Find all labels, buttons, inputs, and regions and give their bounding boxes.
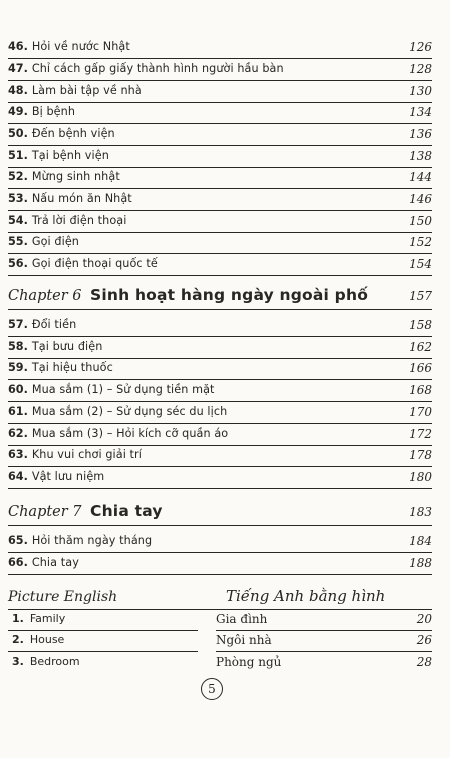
entry-number: 60. [8, 383, 28, 396]
picture-entry-bedroom [8, 652, 432, 673]
entry-number: 54. [8, 214, 28, 227]
toc-entry-65 [8, 531, 432, 553]
toc-entry-59 [8, 358, 432, 380]
picture-english-heading [8, 583, 432, 610]
entry-title: Đổi tiền [31, 318, 77, 331]
entry-vietnamese-word: Phòng ngủ [216, 655, 282, 669]
picture-entry-vietnamese [216, 609, 432, 631]
toc-entry-49 [8, 102, 432, 124]
entry-page: 130 [409, 84, 432, 98]
heading-vietnamese: Tiếng Anh bằng hình [226, 587, 386, 605]
entry-title: Mua sắm (3) – Hỏi kích cỡ quần áo [31, 427, 229, 440]
entry-page: 144 [409, 170, 432, 184]
entry-title: Khu vui chơi giải trí [31, 448, 142, 461]
entry-page: 20 [416, 612, 432, 626]
entry-number: 1. [12, 612, 24, 625]
entry-page: 166 [409, 361, 432, 375]
entry-page: 168 [409, 383, 432, 397]
entry-page: 128 [409, 62, 432, 76]
toc-entry-50 [8, 124, 432, 146]
entry-page: 180 [409, 470, 432, 484]
entry-page: 136 [409, 127, 432, 141]
chapter-page: 157 [409, 289, 432, 303]
entry-page: 162 [409, 340, 432, 354]
entry-title: Mua sắm (2) – Sử dụng séc du lịch [31, 405, 228, 418]
entry-title: Tại bệnh viện [31, 149, 109, 162]
entry-number: 61. [8, 405, 28, 418]
entry-title: Tại hiệu thuốc [31, 361, 113, 374]
entry-title: Gọi điện [31, 235, 79, 248]
toc-entry-54 [8, 211, 432, 233]
entry-title: Hỏi về nước Nhật [31, 40, 130, 53]
toc-entry-57 [8, 315, 432, 337]
entry-title: Đến bệnh viện [31, 127, 115, 140]
entry-page: 150 [409, 214, 432, 228]
entry-number: 51. [8, 149, 28, 162]
toc-entry-46 [8, 37, 432, 59]
entry-number: 58. [8, 340, 28, 353]
entry-title: Hỏi thăm ngày tháng [31, 534, 153, 547]
entry-vietnamese-word: Ngôi nhà [216, 633, 272, 647]
chapter-page: 183 [409, 505, 432, 519]
entry-number: 59. [8, 361, 28, 374]
entry-title: Chia tay [31, 556, 79, 569]
picture-entry-house [8, 630, 432, 651]
chapter-6-heading [8, 281, 432, 310]
entry-title: Nấu món ăn Nhật [31, 192, 132, 205]
toc-entry-53 [8, 189, 432, 211]
entry-title: Tại bưu điện [31, 340, 103, 353]
toc-entry-61 [8, 402, 432, 424]
entry-number: 53. [8, 192, 28, 205]
entry-number: 65. [8, 534, 28, 547]
picture-entry-english [8, 609, 198, 631]
entry-page: 152 [409, 235, 432, 249]
entry-page: 134 [409, 105, 432, 119]
entry-title: Mừng sinh nhật [31, 170, 120, 183]
entry-page: 28 [416, 655, 432, 669]
entry-page: 26 [416, 633, 432, 647]
entry-number: 52. [8, 170, 28, 183]
entry-number: 62. [8, 427, 28, 440]
toc-entry-47 [8, 59, 432, 81]
entry-number: 57. [8, 318, 28, 331]
entry-title: Vật lưu niệm [31, 470, 105, 483]
entry-number: 66. [8, 556, 28, 569]
entry-page: 170 [409, 405, 432, 419]
picture-entry-family [8, 609, 432, 630]
entry-page: 158 [409, 318, 432, 332]
entry-title: Mua sắm (1) – Sử dụng tiền mặt [31, 383, 215, 396]
toc-entry-55 [8, 232, 432, 254]
entry-number: 48. [8, 84, 28, 97]
entry-title: Gọi điện thoại quốc tế [31, 257, 158, 270]
entry-number: 49. [8, 105, 28, 118]
entry-number: 56. [8, 257, 28, 270]
entry-number: 63. [8, 448, 28, 461]
entry-page: 146 [409, 192, 432, 206]
toc-entry-60 [8, 380, 432, 402]
entry-number: 3. [12, 655, 24, 668]
chapter-title: Sinh hoạt hàng ngày ngoài phố [90, 286, 369, 304]
entry-page: 188 [409, 556, 432, 570]
entry-title: Làm bài tập về nhà [31, 84, 142, 97]
chapter-label: Chapter 6 [8, 288, 82, 304]
entry-page: 126 [409, 40, 432, 54]
entry-number: 46. [8, 40, 28, 53]
entry-vietnamese-word: Gia đình [216, 612, 268, 626]
entry-title: Bị bệnh [31, 105, 76, 118]
entry-english-word: Bedroom [29, 655, 80, 668]
toc-entry-48 [8, 81, 432, 103]
entry-page: 154 [409, 257, 432, 271]
entry-title: Trả lời điện thoại [31, 214, 127, 227]
entry-number: 50. [8, 127, 28, 140]
entry-number: 47. [8, 62, 28, 75]
entry-number: 55. [8, 235, 28, 248]
toc-entry-56 [8, 254, 432, 276]
toc-entry-51 [8, 146, 432, 168]
entry-number: 2. [12, 633, 24, 646]
entry-page: 172 [409, 427, 432, 441]
entry-page: 178 [409, 448, 432, 462]
entry-english-word: Family [29, 612, 66, 625]
toc-entry-66 [8, 553, 432, 575]
heading-english: Picture English [8, 589, 118, 605]
page-number: 5 [201, 678, 223, 700]
entry-number: 64. [8, 470, 28, 483]
entry-title: Chỉ cách gấp giấy thành hình người hầu bàn [31, 62, 284, 75]
toc-entry-64 [8, 467, 432, 489]
toc-entry-62 [8, 424, 432, 446]
entry-english-word: House [29, 633, 65, 646]
chapter-label: Chapter 7 [8, 504, 82, 520]
chapter-7-heading [8, 497, 432, 526]
toc-entry-58 [8, 337, 432, 359]
entry-page: 184 [409, 534, 432, 548]
picture-entry-vietnamese [216, 652, 432, 673]
entry-page: 138 [409, 149, 432, 163]
picture-entry-vietnamese [216, 630, 432, 652]
toc-entry-52 [8, 167, 432, 189]
picture-entry-english [8, 652, 198, 673]
picture-entry-english [8, 630, 198, 652]
toc-entry-63 [8, 445, 432, 467]
chapter-title: Chia tay [90, 502, 163, 520]
